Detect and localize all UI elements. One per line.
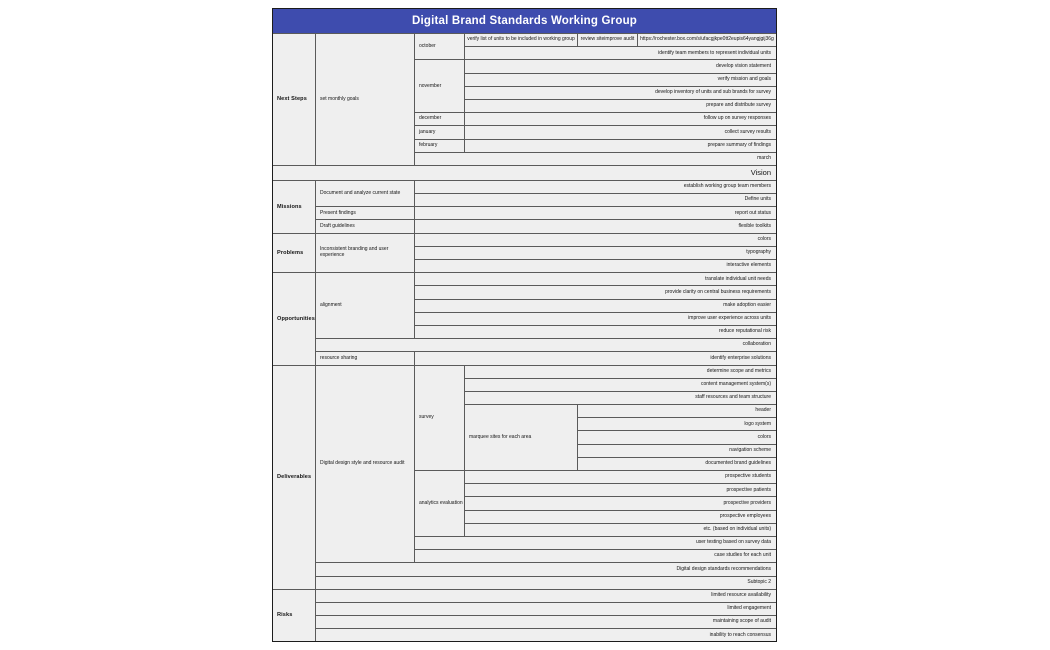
outline-row: interactive elements — [415, 260, 776, 272]
outline-row: follow up on survey responses — [465, 113, 776, 125]
outline-row: documented brand guidelines — [578, 458, 776, 470]
outline-row: user testing based on survey data — [415, 537, 776, 549]
section-label-deliverables: Deliverables — [273, 366, 315, 589]
section-label-risks: Risks — [273, 590, 315, 642]
outline-row: colors — [578, 431, 776, 443]
outline-row: report out status — [415, 207, 776, 219]
node-set-monthly-goals: set monthly goals — [316, 34, 414, 165]
node-survey: survey — [415, 366, 464, 471]
section-label-opportunities: Opportunities — [273, 273, 315, 364]
outline-row: content management system(s) — [465, 379, 776, 391]
node-collaboration: collaboration — [316, 339, 776, 351]
node-draft-guidelines: Draft guidelines — [316, 220, 414, 232]
outline-row: collect survey results — [465, 126, 776, 138]
outline-row: verify mission and goals — [465, 74, 776, 86]
outline-row: prepare and distribute survey — [465, 100, 776, 112]
node-resource-sharing: resource sharing — [316, 352, 414, 364]
outline-row: etc. (based on individual units) — [465, 524, 776, 536]
outline-row: limited resource availability — [316, 590, 776, 602]
section-label-vision: Vision — [273, 166, 776, 180]
month-november: november — [415, 60, 464, 112]
outline-row: provide clarity on central business requirements — [415, 286, 776, 298]
month-march-row: march — [415, 153, 776, 165]
section-label-missions: Missions — [273, 181, 315, 233]
node-digital-design-audit: Digital design style and resource audit — [316, 366, 414, 563]
outline-row: typography — [415, 247, 776, 259]
outline-row: case studies for each unit — [415, 550, 776, 562]
outline-row: identify enterprise solutions — [415, 352, 776, 364]
outline-row: limited engagement — [316, 603, 776, 615]
month-february: february — [415, 140, 464, 152]
section-label-next-steps: Next Steps — [273, 34, 315, 165]
node-analytics-evaluation: analytics evaluation — [415, 471, 464, 536]
outline-row: develop vision statement — [465, 60, 776, 72]
outline-row: prospective providers — [465, 497, 776, 509]
section-label-problems: Problems — [273, 234, 315, 273]
outline-row: navigation scheme — [578, 445, 776, 457]
task-review-audit: review siteimprove audit — [578, 34, 637, 46]
outline-row: logo system — [578, 418, 776, 430]
outline-row: inability to reach consensus — [316, 629, 776, 641]
outline-row: determine scope and metrics — [465, 366, 776, 378]
outline-row: header — [578, 405, 776, 417]
outline-row: establish working group team members — [415, 181, 776, 193]
outline-row: improve user experience across units — [415, 313, 776, 325]
outline-row: colors — [415, 234, 776, 246]
task-verify-list: verify list of units to be included in working group — [465, 34, 577, 46]
outline-row: identify team members to represent individual units — [465, 47, 776, 59]
outline-row: staff resources and team structure — [465, 392, 776, 404]
outline-row: flexible toolkits — [415, 220, 776, 232]
outline-row: translate individual unit needs — [415, 273, 776, 285]
box-link[interactable]: https://rochester.box.com/s/ufacgjkpe0tt2eupis64yangjgij36g — [638, 34, 776, 46]
outline-row: Define units — [415, 194, 776, 206]
node-document-analyze: Document and analyze current state — [316, 181, 414, 206]
outline-row: develop inventory of units and sub brands for survey — [465, 87, 776, 99]
node-alignment: alignment — [316, 273, 414, 338]
outline-row: prospective employees — [465, 511, 776, 523]
outline-row: maintaining scope of audit — [316, 616, 776, 628]
outline-row: prospective students — [465, 471, 776, 483]
page-title: Digital Brand Standards Working Group — [273, 9, 776, 33]
month-october: october — [415, 34, 464, 59]
outline-row: Digital design standards recommendations — [316, 563, 776, 575]
outline-row: Subtopic 2 — [316, 577, 776, 589]
month-january: january — [415, 126, 464, 138]
node-marquee-sites: marquee sites for each area — [465, 405, 577, 470]
node-present-findings: Present findings — [316, 207, 414, 219]
outline-row: prospective patients — [465, 484, 776, 496]
node-inconsistent-branding: Inconsistent branding and user experience — [316, 234, 414, 273]
outline-row: reduce reputational risk — [415, 326, 776, 338]
month-december: december — [415, 113, 464, 125]
outline-table — [272, 8, 777, 642]
outline-row: prepare summary of findings — [465, 140, 776, 152]
outline-row: make adoption easier — [415, 300, 776, 312]
